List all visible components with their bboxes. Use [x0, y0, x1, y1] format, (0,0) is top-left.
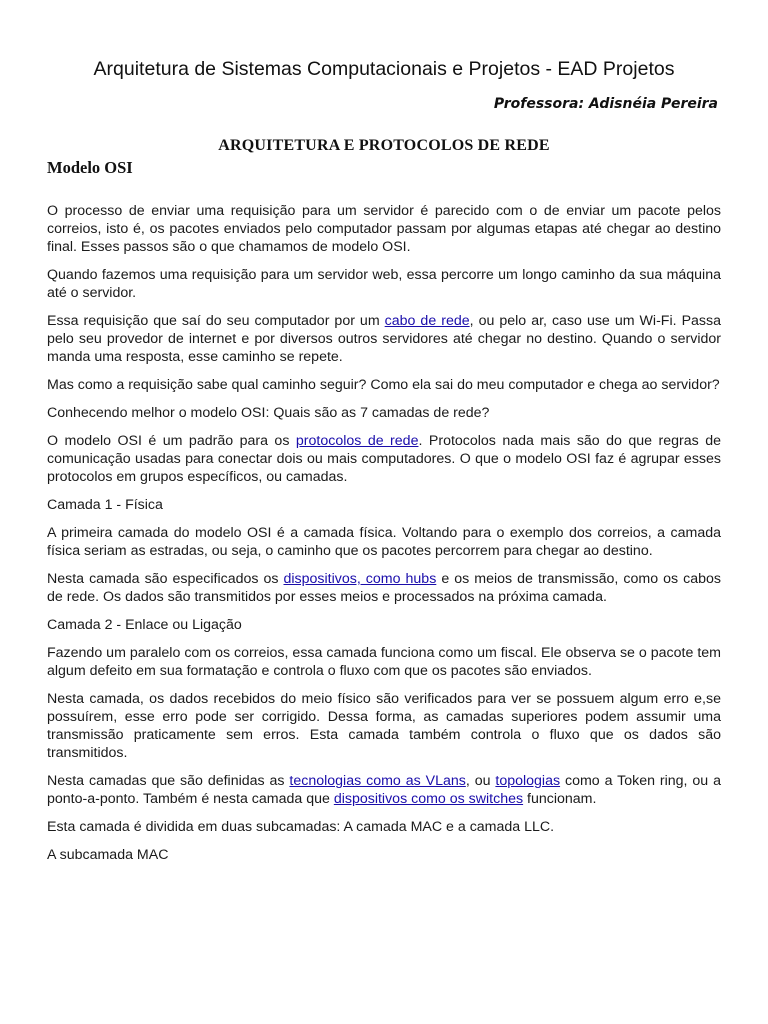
paragraph [47, 312, 721, 366]
text-span: O modelo OSI é um padrão para os [47, 433, 296, 449]
paragraph: A primeira camada do modelo OSI é a camada física. Voltando para o exemplo dos correios, a camada física seriam as estradas, ou seja, o caminho que os pacotes percorrem para chegar ao destino. [47, 525, 721, 559]
paragraph: Esta camada é dividida em duas subcamadas: A camada MAC e a camada LLC. [47, 819, 555, 835]
paragraph [47, 772, 721, 808]
paragraph [47, 570, 721, 606]
link-dispositivos-hubs[interactable]: dispositivos, como hubs [283, 571, 437, 587]
subsection-title: Modelo OSI [47, 158, 133, 177]
text-span: , ou pelo ar, caso use um Wi-Fi. Passa pelo seu provedor de internet e por diversos outros servidores até chegar no destino. Quando o servidor manda uma resposta, esse caminho se repete. [47, 313, 722, 365]
link-topologias[interactable]: topologias [495, 773, 561, 789]
link-dispositivos-switches[interactable]: dispositivos como os switches [333, 791, 524, 807]
subsection-heading: A subcamada MAC [47, 847, 169, 863]
paragraph: O processo de enviar uma requisição para um servidor é parecido com o de enviar um pacote pelos correios, isto é, os pacotes enviados pelo computador passam por algumas etapas até chegar ao destino final. Esses passos são o que chamamos de modelo OSI. [47, 203, 721, 255]
document-title: Arquitetura de Sistemas Computacionais e Projetos - EAD Projetos [93, 58, 675, 80]
document-body [47, 202, 721, 874]
paragraph: Mas como a requisição sabe qual caminho seguir? Como ela sai do meu computador e chega ao servidor? [47, 377, 720, 393]
paragraph: Fazendo um paralelo com os correios, essa camada funciona como um fiscal. Ele observa se o pacote tem algum defeito em sua formatação e controla o fluxo com que os pacotes são enviados. [47, 645, 721, 679]
paragraph: Conhecendo melhor o modelo OSI: Quais são as 7 camadas de rede? [47, 405, 490, 421]
layer-heading: Camada 2 - Enlace ou Ligação [47, 617, 242, 633]
text-span: Nesta camadas que são definidas as [47, 773, 290, 789]
paragraph [47, 432, 721, 486]
link-cabo-de-rede[interactable]: cabo de rede [384, 313, 470, 329]
paragraph: Nesta camada, os dados recebidos do meio físico são verificados para ver se possuem algum erro e,se possuírem, esse erro pode ser corrigido. Dessa forma, as camadas superiores podem assumir uma transmissão praticamente sem erros. Esta camada também controla o fluxo que os dados são transmitidos. [47, 691, 721, 761]
link-protocolos-de-rede[interactable]: protocolos de rede [295, 433, 419, 449]
text-span: e os meios de transmissão, como os cabos de rede. Os dados são transmitidos por esses meios e processados na próxima camada. [47, 571, 721, 605]
layer-heading: Camada 1 - Física [47, 497, 163, 513]
teacher-name: Professora: Adisnéia Pereira [493, 96, 718, 112]
text-span: Essa requisição que saí do seu computador por um [47, 313, 385, 329]
text-span: Nesta camada são especificados os [47, 571, 284, 587]
paragraph: Quando fazemos uma requisição para um servidor web, essa percorre um longo caminho da sua máquina até o servidor. [47, 267, 721, 301]
link-tecnologias-vlans[interactable]: tecnologias como as VLans [289, 773, 466, 789]
text-span: como a Token ring, ou a ponto-a-ponto. Também é nesta camada que [47, 773, 721, 807]
text-span: , ou [465, 773, 496, 789]
text-span: . Protocolos nada mais são do que regras de comunicação usadas para conectar dois ou mais computadores. O que o modelo OSI faz é agrupar esses protocolos em grupos específicos, ou camadas. [47, 433, 721, 485]
section-title: ARQUITETURA E PROTOCOLOS DE REDE [218, 137, 550, 154]
text-span: funcionam. [523, 791, 597, 807]
